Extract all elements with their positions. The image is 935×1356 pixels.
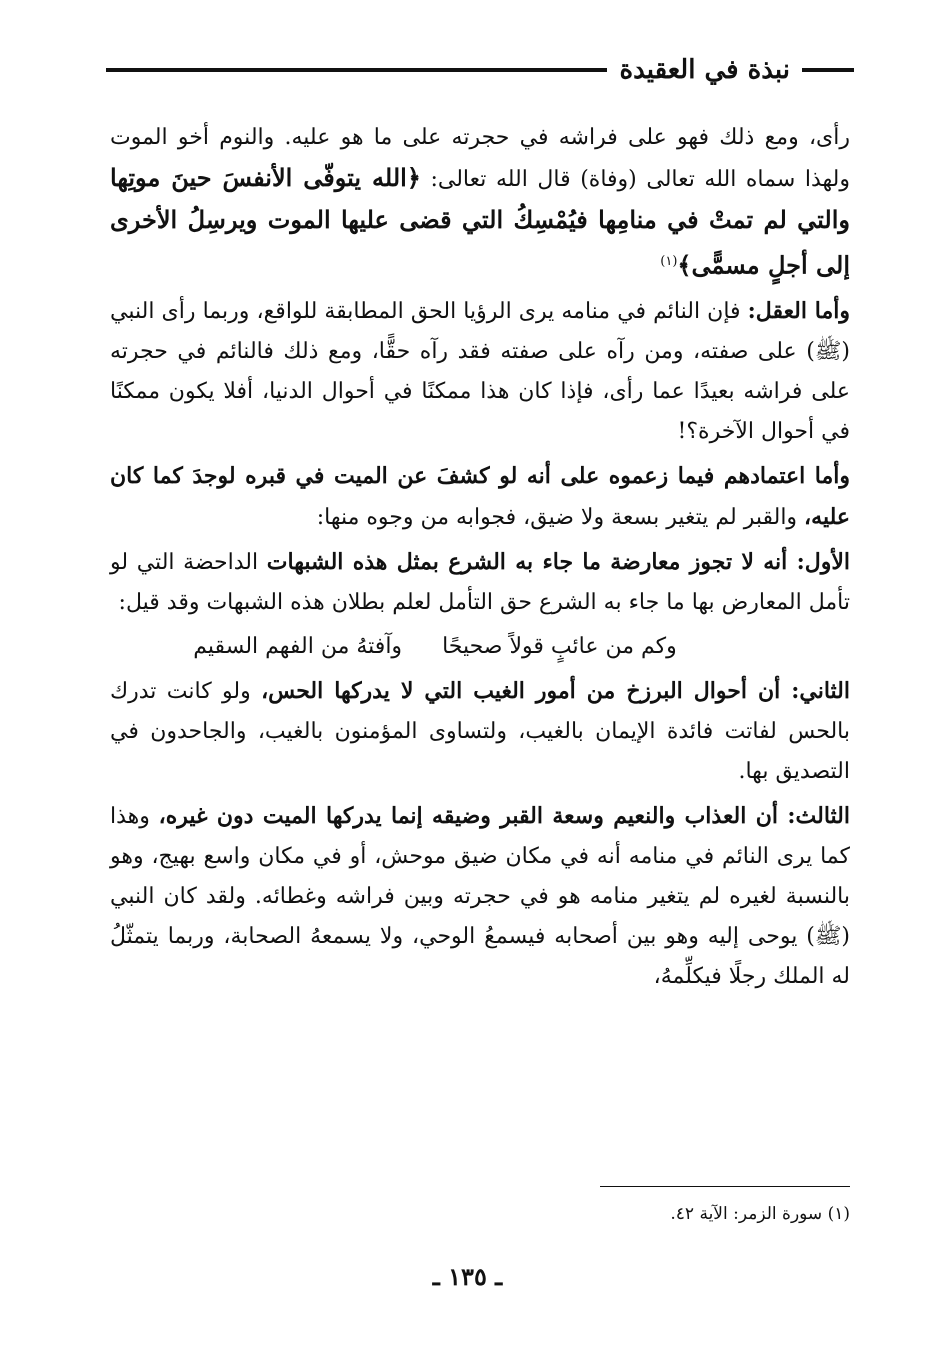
page-body	[110, 118, 850, 1001]
footnote-reference: (١)	[660, 254, 678, 269]
paragraph-lead: الأول:	[796, 549, 850, 576]
paragraph-bold-text: وأما اعتمادهم فيما زعموه على أنه لو كشفَ عن الميت في قبره لوجدَ كما كان عليه،	[110, 463, 850, 531]
book-title: نبذة في العقيدة	[619, 55, 790, 85]
paragraph-lead: الثاني:	[791, 678, 850, 705]
paragraph-bold-text: أن العذاب والنعيم وسعة القبر وضيقه إنما يدركها الميت دون غيره،	[158, 803, 788, 830]
paragraph-text: الداحضة التي لو تأمل المعارض بها ما جاء به الشرع حق التأمل لعلم بطلان هذه الشبهات وقد قيل:	[110, 550, 850, 616]
paragraph-bold-text: أنه لا تجوز معارضة ما جاء به الشرع بمثل هذه الشبهات	[266, 549, 797, 576]
running-header	[106, 50, 854, 90]
paragraph-lead: وأما العقل:	[747, 298, 850, 325]
footnote: (١) سورة الزمر: الآية ٤٢.	[670, 1204, 850, 1224]
paragraph-lead: الثالث:	[787, 803, 850, 830]
paragraph-text: وهذا كما يرى النائم في منامه أنه في مكان ضيق موحش، أو في مكان واسع بهيج، وهو بالنسبة لغيره لم يتغير منامه هو في حجرته وبين فراشه وغطائه. ولقد كان النبي (ﷺ) يوحى إليه وهو بين أصحابه فيسمعُ الوحي، ولا يسمعهُ الصحابة، وربما يتمثّلُ له الملك رجلًا فيكلِّمهُ،	[110, 804, 850, 990]
paragraph-bold-text: أن أحوال البرزخ من أمور الغيب التي لا يدركها الحس،	[261, 678, 792, 705]
paragraph-third	[110, 796, 850, 997]
paragraph-text: فإن النائم في منامه يرى الرؤيا الحق المطابقة للواقع، وربما رأى النبي (ﷺ) على صفته، ومن رآه على صفته فقد رآه حقًّا، ومع ذلك فالنائم في حجرته على فراشه بعيدًا عما رأى، فإذا كان هذا ممكنًا في أحوال الدنيا، أفلا يكون ممكنًا في أحوال الآخرة؟!	[110, 299, 850, 445]
paragraph-text: ولو كانت تدرك بالحس لفاتت فائدة الإيمان بالغيب، ولتساوى المؤمنون بالغيب، والجاحدون في التصديق بها.	[110, 679, 850, 785]
page-number: ـ ١٣٥ ـ	[432, 1262, 503, 1291]
paragraph-claim	[110, 456, 850, 538]
quran-verse: ﴿الله يتوفّى الأنفسَ حينَ موتِها والتي لم تمتْ في منامِها فيُمْسِكُ التي قضى عليها الموت ويرسِلُ الأخرى إلى أجلٍ مسمًّى﴾	[110, 163, 850, 280]
paragraph-first	[110, 542, 850, 623]
verse-second-hemistich: وآفتهُ من الفهم السقيم	[193, 634, 403, 660]
header-rule-long	[106, 68, 607, 72]
paragraph-second	[110, 671, 850, 792]
paragraph-sleep	[110, 118, 850, 287]
verse-first-hemistich: وكم من عائبٍ قولاً صحيحًا	[442, 634, 677, 660]
paragraph-text: رأى، ومع ذلك فهو على فراشه في حجرته على ما هو عليه. والنوم أخو الموت ولهذا سماه الله تعالى (وفاة) قال الله تعالى:	[110, 125, 850, 192]
header-rule-short	[802, 68, 854, 72]
paragraph-reason	[110, 291, 850, 452]
poetry-verse	[110, 627, 850, 667]
footnote-separator	[600, 1186, 850, 1187]
paragraph-text: والقبر لم يتغير بسعة ولا ضيق، فجوابه من وجوه منها:	[316, 505, 805, 531]
